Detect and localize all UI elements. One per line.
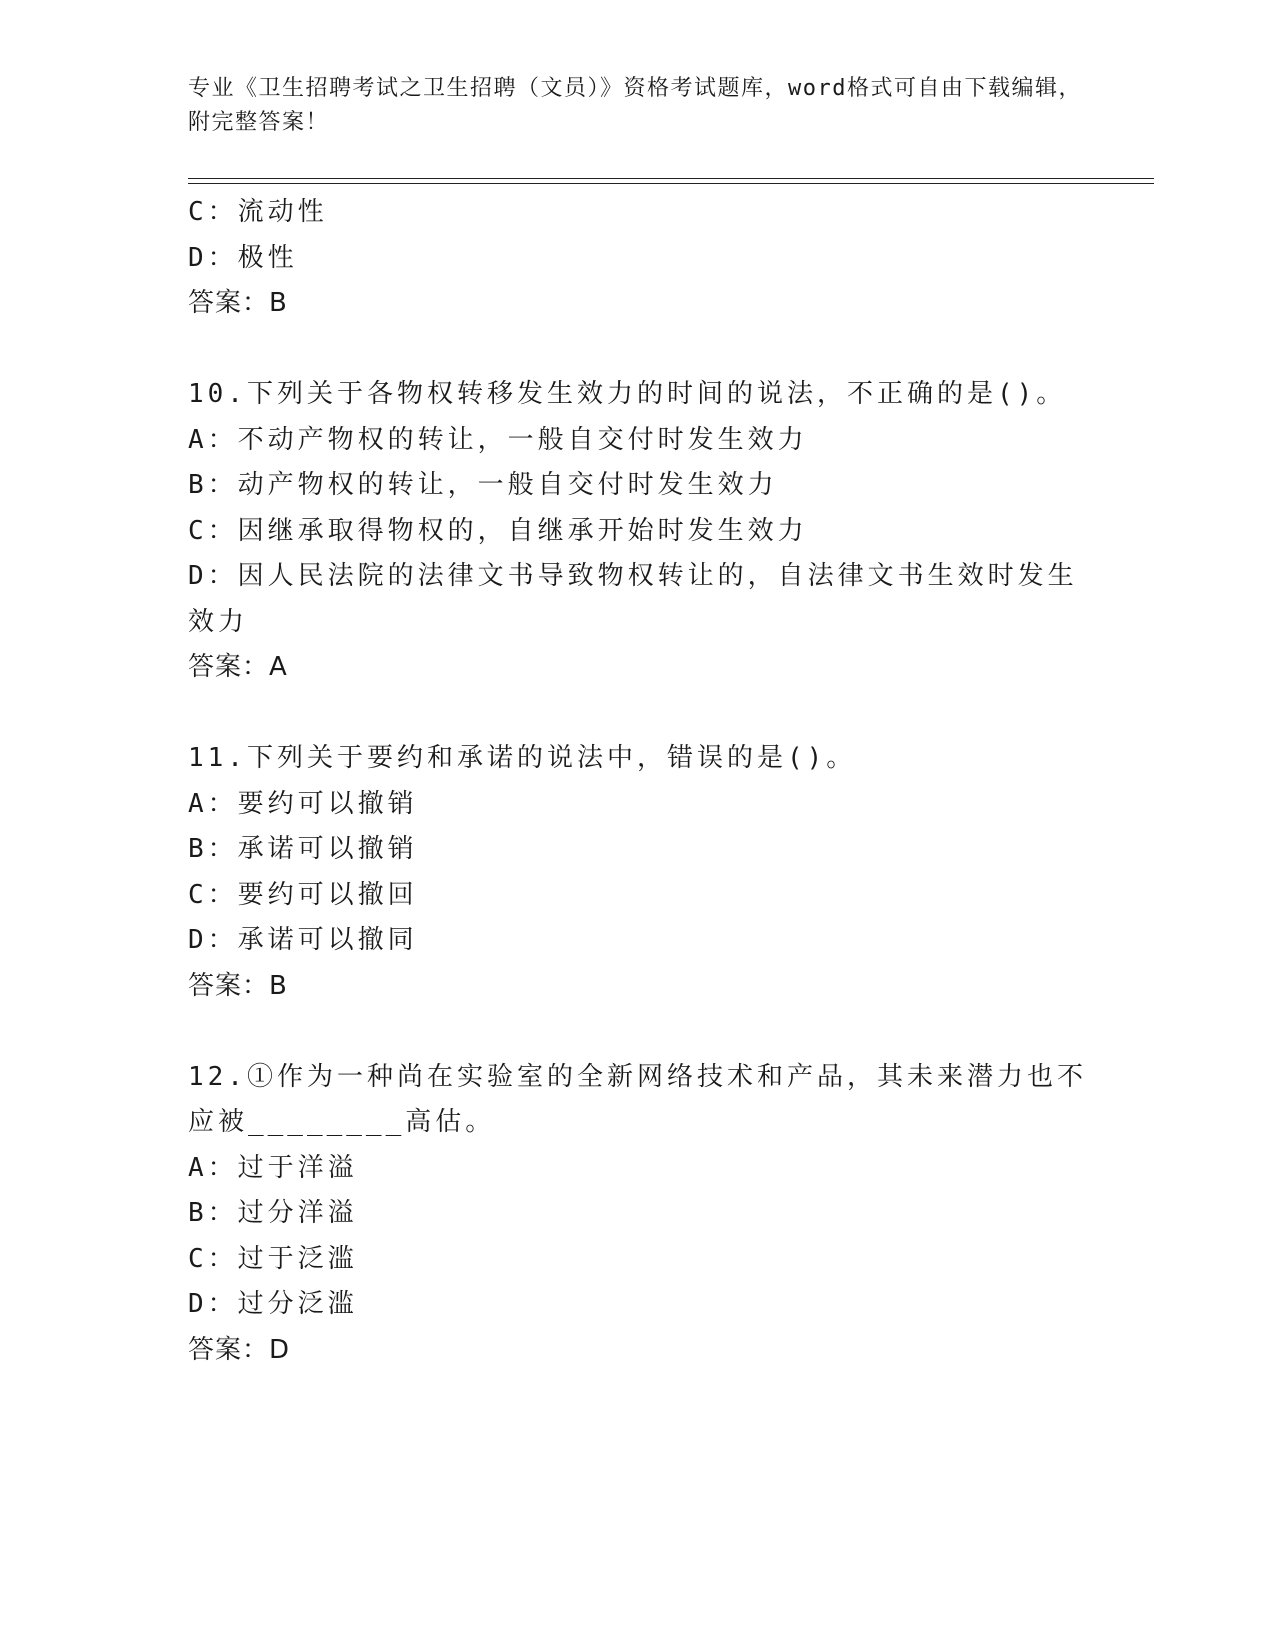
option-c: C：要约可以撤回 — [188, 879, 418, 910]
option-c: C：因继承取得物权的，自继承开始时发生效力 — [188, 515, 808, 546]
question-12 — [188, 1055, 1088, 1374]
option-c: C：流动性 — [188, 197, 328, 227]
spacer — [188, 1009, 1088, 1055]
document-header: 专业《卫生招聘考试之卫生招聘（文员）》资格考试题库，word格式可自由下载编辑，附完整答案！ — [188, 76, 1082, 135]
option-a: A：不动产物权的转让，一般自交付时发生效力 — [188, 424, 808, 455]
spacer — [188, 327, 1088, 373]
spacer — [188, 691, 1088, 737]
question-11 — [188, 736, 1088, 1009]
option-b: B：过分洋溢 — [188, 1198, 358, 1228]
question-stem: 12.①作为一种尚在实验室的全新网络技术和产品，其未来潜力也不应被________高估。 — [188, 1061, 1087, 1137]
answer: 答案：D — [188, 1334, 291, 1365]
answer: 答案：B — [188, 288, 288, 318]
option-d: D：过分泛滥 — [188, 1289, 358, 1319]
header-divider-top — [188, 178, 1154, 179]
answer: 答案：B — [188, 970, 288, 1001]
question-10 — [188, 372, 1088, 691]
option-a: A：过于洋溢 — [188, 1152, 358, 1183]
option-a: A：要约可以撤销 — [188, 788, 418, 819]
option-c: C：过于泛滥 — [188, 1243, 358, 1274]
header-divider-bottom — [188, 183, 1154, 184]
option-b: B：动产物权的转让，一般自交付时发生效力 — [188, 470, 778, 500]
option-d: D：因人民法院的法律文书导致物权转让的，自法律文书生效时发生效力 — [188, 561, 1078, 637]
answer: 答案：A — [188, 652, 288, 682]
option-d: D：承诺可以撤同 — [188, 925, 418, 955]
option-b: B：承诺可以撤销 — [188, 834, 418, 864]
question-9-continued — [188, 190, 1088, 327]
question-stem: 11.下列关于要约和承诺的说法中，错误的是()。 — [188, 743, 857, 773]
option-d: D：极性 — [188, 242, 298, 273]
question-stem: 10.下列关于各物权转移发生效力的时间的说法，不正确的是()。 — [188, 379, 1067, 409]
question-list — [188, 190, 1088, 1373]
